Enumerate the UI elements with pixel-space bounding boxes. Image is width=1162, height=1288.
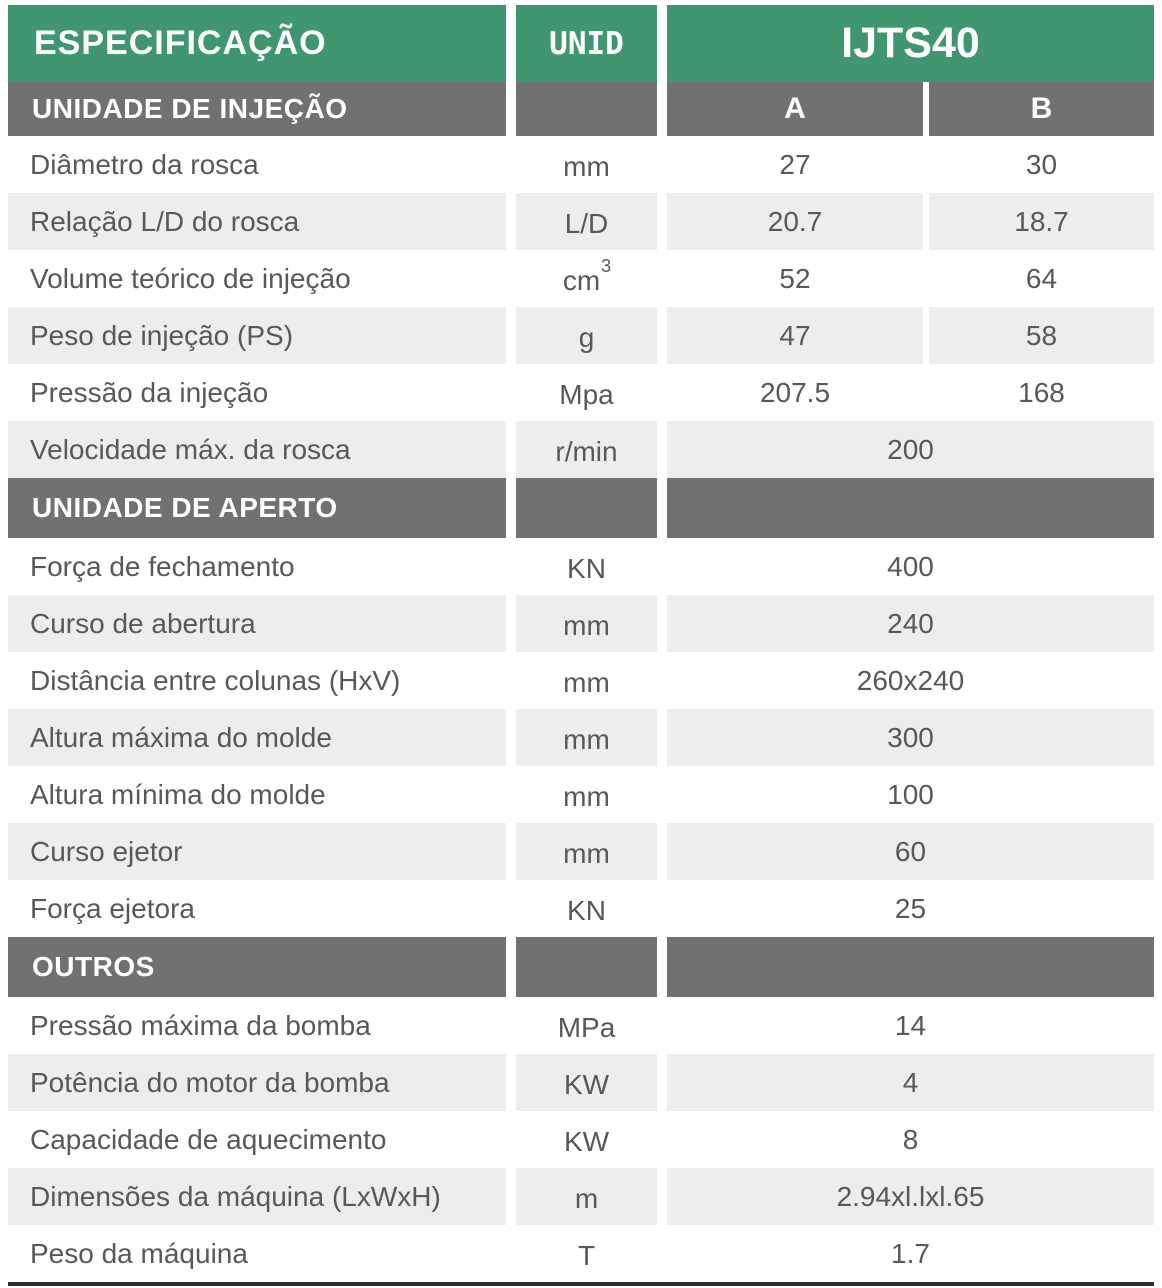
spec-label: Pressão máxima da bomba (30, 1009, 371, 1041)
table-row (8, 1054, 1154, 1111)
unit-value: KW (563, 1125, 610, 1157)
table-row (8, 364, 1154, 421)
ab-values (667, 307, 1154, 364)
unit-value: mm (563, 150, 610, 182)
value-merged: 200 (667, 421, 1154, 478)
spec-label: Força ejetora (30, 892, 195, 924)
table-row (8, 1168, 1154, 1225)
unit-value: g (516, 307, 657, 364)
section-title: UNIDADE DE INJEÇÃO (8, 82, 506, 136)
table-row (8, 766, 1154, 823)
unit-value (516, 250, 657, 307)
table-row (8, 193, 1154, 250)
table-row (8, 250, 1154, 307)
value-b: 30 (1025, 148, 1058, 180)
value-a: 47 (667, 307, 923, 364)
ab-subheader (667, 82, 1154, 136)
table-row (8, 595, 1154, 652)
ab-values (667, 193, 1154, 250)
spec-label: Pressão da injeção (30, 376, 269, 408)
value-merged: 8 (902, 1123, 919, 1155)
table-row (8, 538, 1154, 595)
bottom-divider (8, 1282, 1154, 1286)
unit-value: mm (563, 780, 610, 812)
spec-label: Potência do motor da bomba (8, 1054, 506, 1111)
table-row (8, 652, 1154, 709)
specification-table (8, 5, 1154, 1286)
spec-label: Força de fechamento (30, 550, 295, 582)
spec-label: Velocidade máx. da rosca (8, 421, 506, 478)
unit-value: m (516, 1168, 657, 1225)
unit-text: cm (562, 264, 601, 296)
table-row (8, 307, 1154, 364)
table-row (8, 421, 1154, 478)
value-b: 64 (1025, 262, 1058, 294)
ab-values (667, 250, 1154, 307)
section-title: UNIDADE DE APERTO (8, 478, 506, 538)
value-merged: 4 (667, 1054, 1154, 1111)
section-bar-aperto (8, 478, 1154, 538)
spec-label: Volume teórico de injeção (30, 262, 351, 294)
value-merged: 25 (894, 892, 927, 924)
unit-value: r/min (516, 421, 657, 478)
unit-value: KN (567, 894, 606, 926)
unit-header: UNID (516, 5, 657, 82)
value-merged: 260x240 (856, 664, 965, 696)
spec-label: Dimensões da máquina (LxWxH) (8, 1168, 506, 1225)
table-row (8, 823, 1154, 880)
column-a-header: A (667, 82, 923, 136)
value-a: 20.7 (667, 193, 923, 250)
unit-superscript: 3 (601, 256, 612, 276)
value-merged: 300 (667, 709, 1154, 766)
spec-label: Distância entre colunas (HxV) (30, 664, 401, 696)
column-b-header: B (929, 82, 1154, 136)
table-row (8, 136, 1154, 193)
section-bar-value-spacer (667, 478, 1154, 538)
spec-label: Diâmetro da rosca (30, 148, 259, 180)
spec-label: Altura mínima do molde (30, 778, 326, 810)
value-a: 27 (779, 148, 811, 180)
value-merged: 2.94xl.lxl.65 (667, 1168, 1154, 1225)
ab-values (667, 136, 1154, 193)
table-row (8, 880, 1154, 937)
model-header: IJTS40 (667, 5, 1154, 82)
spec-label: Peso de injeção (PS) (8, 307, 506, 364)
spec-label: Capacidade de aquecimento (30, 1123, 387, 1155)
spec-label: Altura máxima do molde (8, 709, 506, 766)
section-bar-unit-spacer (516, 82, 657, 136)
table-row (8, 1225, 1154, 1282)
spec-label: Curso de abertura (8, 595, 506, 652)
section-bar-injecao (8, 82, 1154, 136)
value-merged: 1.7 (891, 1237, 930, 1269)
spec-label: Peso da máquina (30, 1237, 248, 1269)
unit-value: L/D (516, 193, 657, 250)
spec-label: Curso ejetor (8, 823, 506, 880)
value-merged: 100 (887, 778, 934, 810)
table-header-row (8, 5, 1154, 82)
value-b: 168 (1018, 376, 1065, 408)
ab-values (667, 364, 1154, 421)
section-bar-unit-spacer (516, 478, 657, 538)
unit-value: KW (516, 1054, 657, 1111)
unit-value: mm (516, 709, 657, 766)
value-merged: 400 (887, 550, 934, 582)
value-b: 18.7 (929, 193, 1154, 250)
unit-value: Mpa (559, 378, 614, 410)
table-row (8, 1111, 1154, 1168)
value-merged: 60 (667, 823, 1154, 880)
unit-value: MPa (557, 1011, 616, 1043)
table-row (8, 997, 1154, 1054)
unit-value: T (577, 1239, 596, 1271)
unit-value: mm (563, 666, 610, 698)
section-bar-outros (8, 937, 1154, 997)
section-title: OUTROS (8, 937, 506, 997)
unit-value: mm (516, 595, 657, 652)
value-a: 207.5 (759, 376, 831, 408)
value-b: 58 (929, 307, 1154, 364)
spec-header: ESPECIFICAÇÃO (8, 5, 506, 82)
section-bar-unit-spacer (516, 937, 657, 997)
unit-value: mm (516, 823, 657, 880)
value-merged: 14 (894, 1009, 927, 1041)
unit-value: KN (567, 552, 606, 584)
value-a: 52 (779, 262, 811, 294)
value-merged: 240 (667, 595, 1154, 652)
table-row (8, 709, 1154, 766)
section-bar-value-spacer (667, 937, 1154, 997)
spec-label: Relação L/D do rosca (8, 193, 506, 250)
